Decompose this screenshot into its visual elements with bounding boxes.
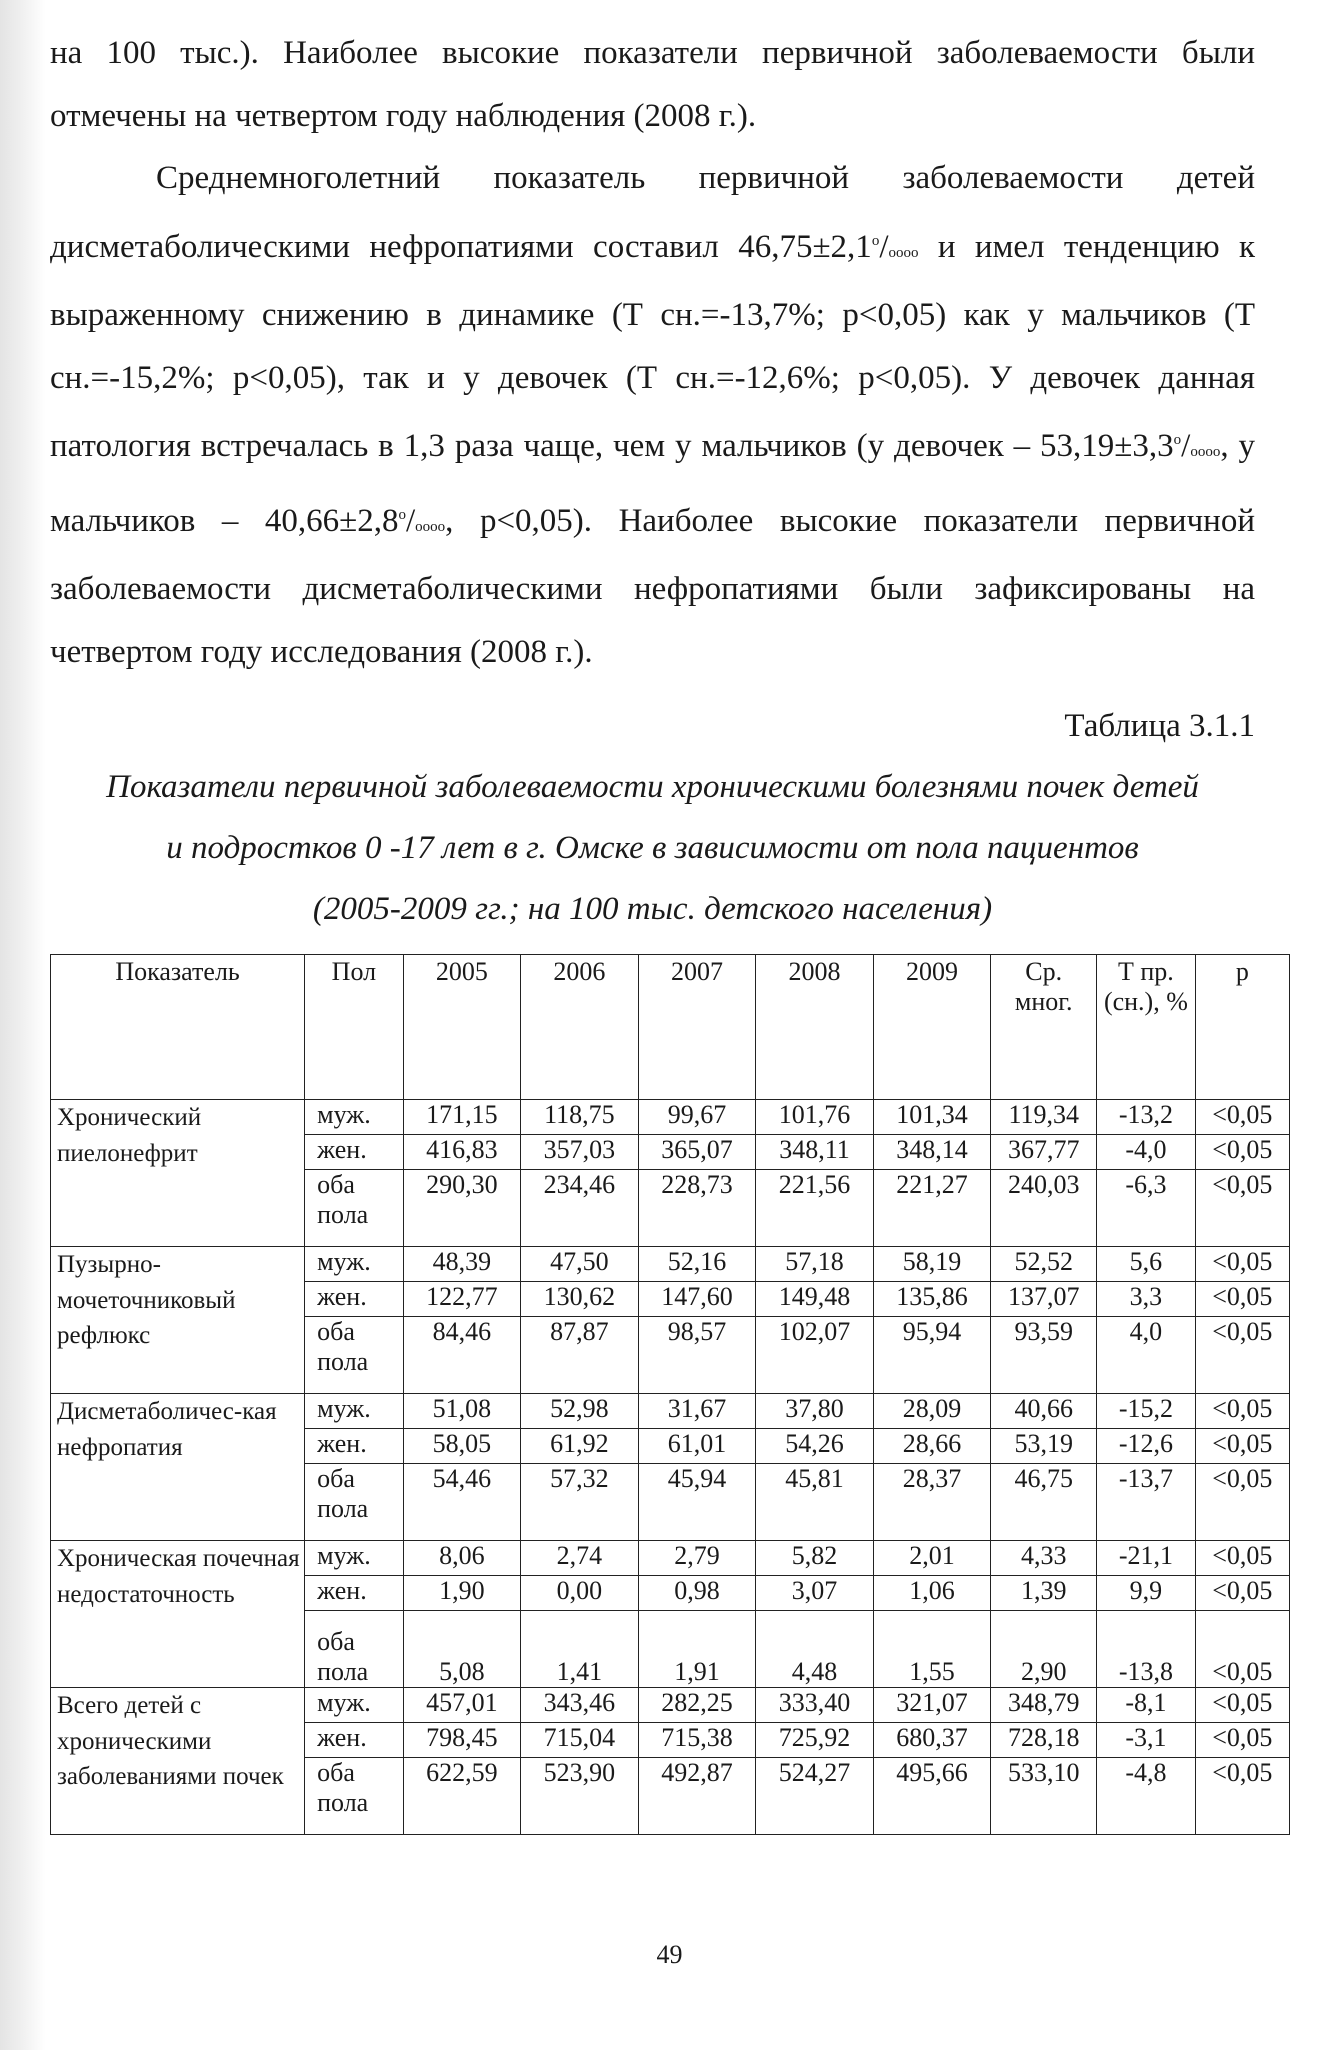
table-header-row	[51, 955, 1290, 1100]
indicator-cell: Дисметаболичес-кая нефропатия	[51, 1394, 305, 1541]
value-cell: 40,66	[991, 1394, 1097, 1429]
sex-cell: муж.	[305, 1100, 403, 1135]
value-cell: 58,05	[403, 1429, 521, 1464]
header-p: p	[1195, 955, 1289, 1100]
value-cell: 680,37	[873, 1723, 991, 1758]
sex-cell: жен.	[305, 1576, 403, 1611]
permyriad-sub: oooo	[415, 518, 446, 535]
sex-cell: оба пола	[305, 1464, 403, 1541]
value-cell: -3,1	[1097, 1723, 1195, 1758]
value-cell: 221,27	[873, 1170, 991, 1247]
value-cell: <0,05	[1195, 1611, 1289, 1688]
value-cell: 348,14	[873, 1135, 991, 1170]
value-cell: 1,41	[521, 1611, 639, 1688]
value-cell: 149,48	[756, 1282, 874, 1317]
value-cell: 533,10	[991, 1758, 1097, 1835]
caption-line-3: (2005-2009 гг.; на 100 тыс. детского населения)	[312, 891, 993, 927]
caption-line-2: и подростков 0 -17 лет в г. Омске в зависимости от пола пациентов	[166, 830, 1139, 866]
paragraph-2-text-d: , p<0,05). Наиболее высокие показатели первичной заболеваемости дисметаболическими нефропатиями были зафиксированы на четвертом году исследования (2008 г.).	[50, 502, 1256, 670]
value-cell: 492,87	[638, 1758, 756, 1835]
value-cell: 365,07	[638, 1135, 756, 1170]
value-cell: <0,05	[1195, 1282, 1289, 1317]
sex-cell: оба пола	[305, 1611, 403, 1688]
value-cell: 28,09	[873, 1394, 991, 1429]
value-cell: 101,34	[873, 1100, 991, 1135]
paragraph-1	[50, 22, 1255, 147]
value-cell: 523,90	[521, 1758, 639, 1835]
value-cell: 45,81	[756, 1464, 874, 1541]
value-cell: 1,91	[638, 1611, 756, 1688]
permyriad-sup: o	[871, 232, 880, 249]
value-cell: -12,6	[1097, 1429, 1195, 1464]
paragraph-2-text-b: и имел тенденцию к выраженному снижению в динамике (Т сн.=-13,7%; p<0,05) как у мальчиков (Т сн.=-15,2%; p<0,05), так и у девочек (Т сн.=-12,6%; p<0,05). У девочек данная патология встречалась в 1,3 раза чаще, чем у мальчиков (у девочек – 53,19±3,3	[50, 228, 1255, 464]
value-cell: 171,15	[403, 1100, 521, 1135]
value-cell: <0,05	[1195, 1429, 1289, 1464]
value-cell: 725,92	[756, 1723, 874, 1758]
value-cell: 2,90	[991, 1611, 1097, 1688]
value-cell: 2,74	[521, 1541, 639, 1576]
indicator-cell: Хроническая почечная недостаточность	[51, 1541, 305, 1688]
permyriad-sup: o	[1173, 432, 1182, 448]
value-cell: 53,19	[991, 1429, 1097, 1464]
sex-cell: жен.	[305, 1429, 403, 1464]
value-cell: 52,52	[991, 1247, 1097, 1282]
sex-cell: оба пола	[305, 1758, 403, 1835]
value-cell: 118,75	[521, 1100, 639, 1135]
value-cell: 234,46	[521, 1170, 639, 1247]
value-cell: 5,6	[1097, 1247, 1195, 1282]
value-cell: <0,05	[1195, 1576, 1289, 1611]
table-body	[51, 1100, 1290, 1835]
value-cell: 321,07	[873, 1688, 991, 1723]
value-cell: -4,0	[1097, 1135, 1195, 1170]
value-cell: 4,33	[991, 1541, 1097, 1576]
value-cell: 31,67	[638, 1394, 756, 1429]
value-cell: -13,8	[1097, 1611, 1195, 1688]
header-sex: Пол	[305, 955, 403, 1100]
table-row	[51, 1247, 1290, 1282]
value-cell: 715,38	[638, 1723, 756, 1758]
sex-cell: жен.	[305, 1135, 403, 1170]
indicator-cell: Хронический пиелонефрит	[51, 1100, 305, 1247]
table-row	[51, 1100, 1290, 1135]
value-cell: 457,01	[403, 1688, 521, 1723]
permyriad-sub: oooo	[1190, 444, 1221, 460]
table-row	[51, 1541, 1290, 1576]
value-cell: 48,39	[403, 1247, 521, 1282]
value-cell: 102,07	[756, 1317, 874, 1394]
value-cell: 99,67	[638, 1100, 756, 1135]
value-cell: 2,79	[638, 1541, 756, 1576]
permyriad-sub: oooo	[888, 244, 919, 261]
value-cell: 54,46	[403, 1464, 521, 1541]
sex-cell: муж.	[305, 1247, 403, 1282]
value-cell: 221,56	[756, 1170, 874, 1247]
value-cell: 416,83	[403, 1135, 521, 1170]
value-cell: <0,05	[1195, 1688, 1289, 1723]
permyriad-sup: o	[398, 506, 406, 523]
value-cell: 348,79	[991, 1688, 1097, 1723]
value-cell: 135,86	[873, 1282, 991, 1317]
value-cell: 101,76	[756, 1100, 874, 1135]
value-cell: 715,04	[521, 1723, 639, 1758]
header-indicator: Показатель	[51, 955, 305, 1100]
value-cell: 52,16	[638, 1247, 756, 1282]
document-page	[50, 22, 1273, 1835]
value-cell: 2,01	[873, 1541, 991, 1576]
header-2007: 2007	[638, 955, 756, 1100]
header-2008: 2008	[756, 955, 874, 1100]
value-cell: 495,66	[873, 1758, 991, 1835]
value-cell: <0,05	[1195, 1317, 1289, 1394]
value-cell: 798,45	[403, 1723, 521, 1758]
sex-cell: муж.	[305, 1688, 403, 1723]
sex-cell: муж.	[305, 1541, 403, 1576]
value-cell: 1,39	[991, 1576, 1097, 1611]
paragraph-2: Среднемноголетний показатель первичной заболеваемости детей дисметаболическими нефропатиями составил $46,75\pm 2,1^o$/oooo и имел тенденцию к выраженному снижению в динамике (Т сн.=-13,7%; p<0,05) как у мальчиков (Т сн.=-15,2%; p<0,05), так и у девочек (Т сн.=-12,6%; p<0,05). У девочек данная патология встречалась в 1,3 раза чаще, чем у мальчиков (у девочек – $53,19\pm 3,3^o$/oooo, у мальчиков – $40,66\pm 2,8^o$/oooo, p<0,05). Наиболее высокие показатели первичной заболеваемости дисметаболическими нефропатиями были зафиксированы на четвертом году исследования (2008 г.).	[50, 160, 1256, 670]
value-cell: -21,1	[1097, 1541, 1195, 1576]
value-cell: 93,59	[991, 1317, 1097, 1394]
sex-cell: оба пола	[305, 1317, 403, 1394]
value-cell: 84,46	[403, 1317, 521, 1394]
table-label: Таблица 3.1.1	[1064, 708, 1255, 744]
value-cell: 58,19	[873, 1247, 991, 1282]
value-cell: <0,05	[1195, 1758, 1289, 1835]
value-cell: -15,2	[1097, 1394, 1195, 1429]
value-cell: 5,08	[403, 1611, 521, 1688]
value-cell: 240,03	[991, 1170, 1097, 1247]
header-trend: Т пр. (сн.), %	[1097, 955, 1195, 1100]
value-cell: -4,8	[1097, 1758, 1195, 1835]
value-cell: 28,37	[873, 1464, 991, 1541]
value-cell: 1,90	[403, 1576, 521, 1611]
table-caption	[50, 757, 1255, 940]
value-cell: 0,98	[638, 1576, 756, 1611]
value-cell: 524,27	[756, 1758, 874, 1835]
value-cell: <0,05	[1195, 1394, 1289, 1429]
value-cell: <0,05	[1195, 1170, 1289, 1247]
value-cell: 8,06	[403, 1541, 521, 1576]
header-2005: 2005	[403, 955, 521, 1100]
value-cell: 1,06	[873, 1576, 991, 1611]
value-cell: 137,07	[991, 1282, 1097, 1317]
value-cell: 3,07	[756, 1576, 874, 1611]
value-cell: -13,2	[1097, 1100, 1195, 1135]
value-cell: 122,77	[403, 1282, 521, 1317]
table-row	[51, 1688, 1290, 1723]
value-cell: <0,05	[1195, 1135, 1289, 1170]
header-mean: Ср. мног.	[991, 955, 1097, 1100]
value-cell: 46,75	[991, 1464, 1097, 1541]
value-cell: <0,05	[1195, 1723, 1289, 1758]
value-cell: 228,73	[638, 1170, 756, 1247]
value-cell: 290,30	[403, 1170, 521, 1247]
page-number: 49	[656, 1940, 683, 1969]
value-cell: 57,18	[756, 1247, 874, 1282]
value-cell: <0,05	[1195, 1247, 1289, 1282]
scan-shadow-edge	[0, 0, 46, 2050]
value-cell: 367,77	[991, 1135, 1097, 1170]
value-cell: 95,94	[873, 1317, 991, 1394]
value-cell: <0,05	[1195, 1100, 1289, 1135]
value-cell: 3,3	[1097, 1282, 1195, 1317]
value-cell: 282,25	[638, 1688, 756, 1723]
indicator-cell: Пузырно-мочеточниковый рефлюкс	[51, 1247, 305, 1394]
value-cell: 4,0	[1097, 1317, 1195, 1394]
sex-cell: жен.	[305, 1723, 403, 1758]
value-cell: 728,18	[991, 1723, 1097, 1758]
value-cell: 343,46	[521, 1688, 639, 1723]
value-cell: 357,03	[521, 1135, 639, 1170]
value-cell: 1,55	[873, 1611, 991, 1688]
value-cell: 9,9	[1097, 1576, 1195, 1611]
header-2006: 2006	[521, 955, 639, 1100]
caption-line-1: Показатели первичной заболеваемости хроническими болезнями почек детей	[106, 769, 1199, 805]
sex-cell: оба пола	[305, 1170, 403, 1247]
value-cell: 348,11	[756, 1135, 874, 1170]
value-cell: 5,82	[756, 1541, 874, 1576]
value-cell: -13,7	[1097, 1464, 1195, 1541]
indicator-cell: Всего детей с хроническими заболеваниями почек	[51, 1688, 305, 1835]
value-cell: 47,50	[521, 1247, 639, 1282]
value-cell: 57,32	[521, 1464, 639, 1541]
value-cell: 61,92	[521, 1429, 639, 1464]
sex-cell: жен.	[305, 1282, 403, 1317]
value-cell: 87,87	[521, 1317, 639, 1394]
sex-cell: муж.	[305, 1394, 403, 1429]
value-cell: 61,01	[638, 1429, 756, 1464]
header-2009: 2009	[873, 955, 991, 1100]
value-cell: 0,00	[521, 1576, 639, 1611]
value-cell: 4,48	[756, 1611, 874, 1688]
table-row	[51, 1394, 1290, 1429]
value-cell: 333,40	[756, 1688, 874, 1723]
value-cell: 119,34	[991, 1100, 1097, 1135]
value-cell: 98,57	[638, 1317, 756, 1394]
value-cell: 37,80	[756, 1394, 874, 1429]
value-cell: 130,62	[521, 1282, 639, 1317]
value-cell: 54,26	[756, 1429, 874, 1464]
morbidity-table	[50, 954, 1290, 1835]
value-cell: 45,94	[638, 1464, 756, 1541]
value-cell: 28,66	[873, 1429, 991, 1464]
value-cell: 52,98	[521, 1394, 639, 1429]
value-cell: 147,60	[638, 1282, 756, 1317]
paragraph-2-text-a: Среднемноголетний показатель первичной заболеваемости детей дисметаболическими нефропатиями составил 46,75±2,1	[50, 160, 1255, 265]
value-cell: <0,05	[1195, 1464, 1289, 1541]
value-cell: -8,1	[1097, 1688, 1195, 1723]
paragraph-2-text-c: , у мальчиков – 40,66±2,8	[50, 428, 1255, 539]
value-cell: -6,3	[1097, 1170, 1195, 1247]
paragraph-1-text: на 100 тыс.). Наиболее высокие показатели первичной заболеваемости были отмечены на четвертом году наблюдения (2008 г.).	[50, 35, 1255, 134]
value-cell: <0,05	[1195, 1541, 1289, 1576]
value-cell: 51,08	[403, 1394, 521, 1429]
value-cell: 622,59	[403, 1758, 521, 1835]
